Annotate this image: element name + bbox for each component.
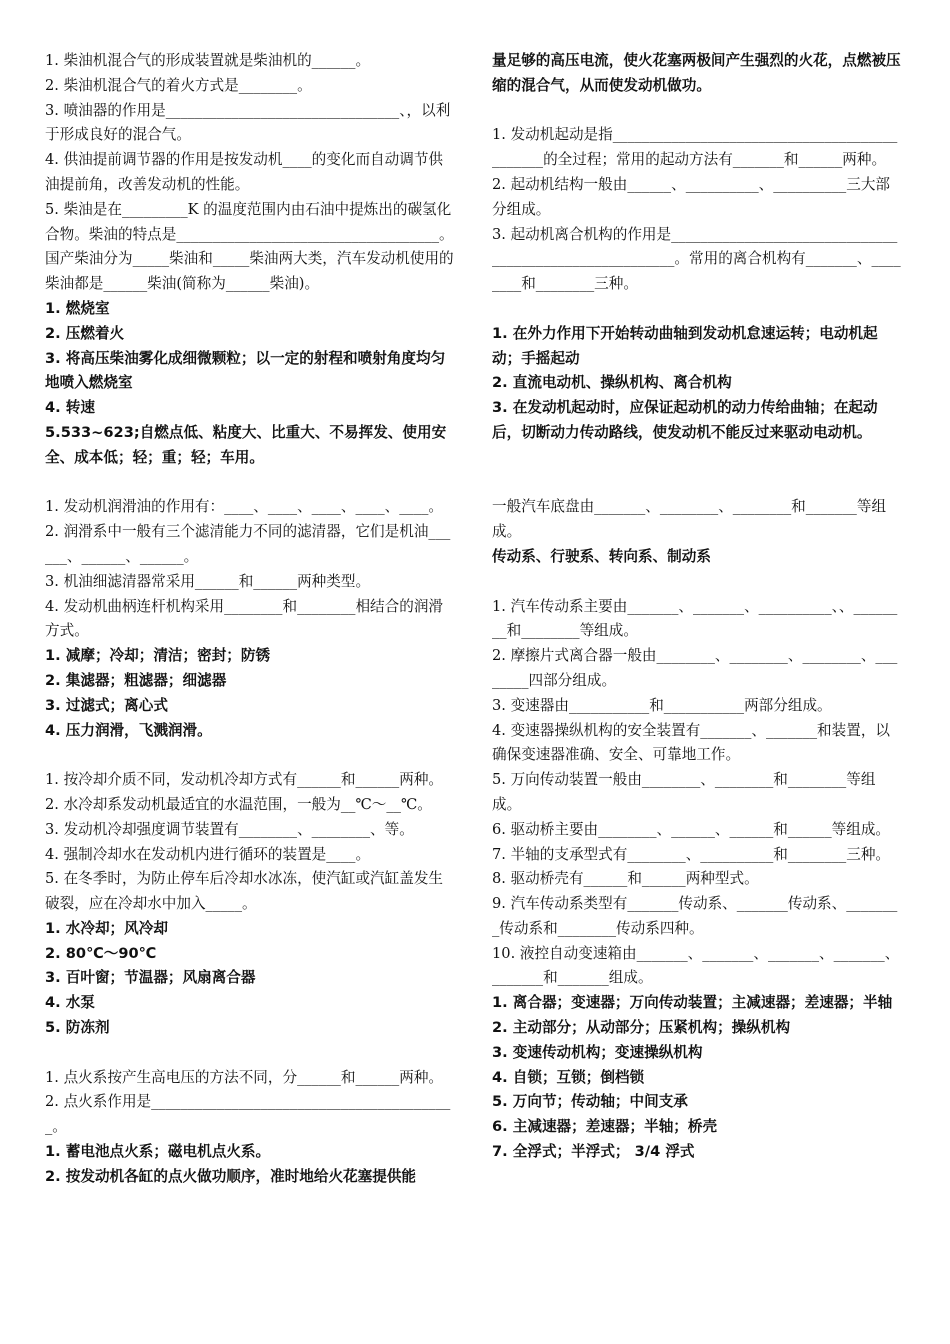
question-line: 2. 柴油机混合气的着火方式是________。 [45, 76, 312, 94]
question-line: 1. 按冷却介质不同，发动机冷却方式有______和______两种。 [45, 771, 444, 789]
paragraph-gap [45, 743, 457, 768]
question-line: 2. 水冷却系发动机最适宜的水温范围，一般为__℃～__℃。 [45, 795, 432, 813]
answer-line: 3. 将高压柴油雾化成细微颗粒；以一定的射程和喷射角度均匀地喷入燃烧室 [45, 349, 446, 392]
paragraph-gap [45, 471, 457, 496]
question-line: 3. 发动机冷却强度调节装置有________、________、等。 [45, 820, 414, 838]
answer-line: 4. 压力润滑，飞溅润滑。 [45, 721, 212, 739]
answer-line: 3. 百叶窗；节温器；风扇离合器 [45, 969, 256, 987]
answer-line: 5. 万向节；传动轴；中间支承 [492, 1093, 688, 1111]
answer-line: 6. 主减速器；差速器；半轴；桥壳 [492, 1118, 718, 1136]
answer-line: 1. 离合器；变速器；万向传动装置；主减速器；差速器；半轴 [492, 994, 893, 1012]
question-line: 5. 柴油是在_________K 的温度范围内由石油中提炼出的碳氢化合物。柴油的特点是____________________________________。国产柴油分为_____柴油和_____柴油两大类，汽车发动机使用的柴油都是______柴油(简称为______柴油)。 [45, 200, 454, 293]
answer-line: 3. 变速传动机构；变速操纵机构 [492, 1043, 703, 1061]
answer-line: 2. 主动部分；从动部分；压紧机构；操纵机构 [492, 1019, 791, 1037]
question-line: 6. 驱动桥主要由________、______、______和______等组成。 [492, 820, 891, 838]
question-line: 3. 机油细滤清器常采用______和______两种类型。 [45, 572, 371, 590]
answer-line: 2. 80℃～90℃ [45, 944, 157, 962]
question-line: 3. 起动机离合机构的作用是________________________________________________________。常用的离合机构有_______、________和________三种。 [492, 225, 901, 293]
question-line: 3. 变速器由___________和___________两部分组成。 [492, 696, 832, 714]
left-column [45, 49, 457, 1190]
question-line: 4. 发动机曲柄连杆机构采用________和________相结合的润滑方式。 [45, 597, 444, 640]
question-line: 10. 液控自动变速箱由_______、_______、_______、_______、_______和_______组成。 [492, 944, 900, 987]
question-line: 2. 润滑系中一般有三个滤清能力不同的滤清器，它们是机油______、______、______。 [45, 523, 451, 565]
paragraph-gap [492, 99, 904, 124]
answer-line: 5. 防冻剂 [45, 1019, 110, 1037]
question-line: 一般汽车底盘由_______、________、________和_______等组成。 [492, 498, 887, 541]
question-line: 1. 点火系按产生高电压的方法不同，分______和______两种。 [45, 1068, 444, 1086]
answer-line: 5.533~623;自燃点低、粘度大、比重大、不易挥发、使用安全、成本低；轻；重；轻；车用。 [45, 423, 447, 466]
answer-line: 2. 集滤器；粗滤器；细滤器 [45, 671, 227, 689]
answer-line: 4. 自锁；互锁；倒档锁 [492, 1068, 645, 1086]
answer-line: 2. 压燃着火 [45, 324, 125, 342]
question-line: 7. 半轴的支承型式有________、__________和________三种。 [492, 845, 891, 863]
question-line: 4. 供油提前调节器的作用是按发动机____的变化而自动调节供油提前角，改善发动机的性能。 [45, 151, 444, 193]
question-line: 1. 汽车传动系主要由_______、_______、__________、、________和________等组成。 [492, 597, 898, 640]
question-line: 2. 起动机结构一般由______、__________、__________三大部分组成。 [492, 175, 891, 218]
question-line: 2. 点火系作用是__________________________________________。 [45, 1093, 451, 1136]
answer-line: 3. 在发动机起动时，应保证起动机的动力传给曲轴；在起动后，切断动力传动路线，使发动机不能反过来驱动电动机。 [492, 399, 878, 441]
question-line: 1. 柴油机混合气的形成装置就是柴油机的______。 [45, 52, 371, 69]
answer-line: 1. 水冷却；风冷却 [45, 919, 168, 937]
paragraph-gap [492, 446, 904, 471]
question-line: 4. 变速器操纵机构的安全装置有_______、_______和装置，以确保变速器准确、安全、可靠地工作。 [492, 721, 891, 764]
answer-line: 1. 减摩；冷却；清洁；密封；防锈 [45, 647, 271, 665]
question-line: 1. 发动机润滑油的作用有：____、____、____、____、____。 [45, 498, 444, 516]
paragraph-gap [492, 297, 904, 322]
paragraph-gap [492, 471, 904, 496]
answer-line: 3. 过滤式；离心式 [45, 696, 168, 714]
answer-line: 传动系、行驶系、转向系、制动系 [492, 547, 711, 565]
answer-line: 2. 按发动机各缸的点火做功顺序，准时地给火花塞提供能 [45, 1167, 417, 1185]
answer-line: 4. 水泵 [45, 994, 95, 1012]
answer-line: 2. 直流电动机、操纵机构、离合机构 [492, 374, 732, 392]
answer-line: 7. 全浮式；半浮式； 3/4 浮式 [492, 1143, 695, 1161]
question-line: 3. 喷油器的作用是________________________________、，以利于形成良好的混合气。 [45, 101, 451, 144]
answer-line: 量足够的高压电流，使火花塞两极间产生强烈的火花，点燃被压缩的混合气，从而使发动机做功。 [492, 52, 901, 94]
question-line: 5. 万向传动装置一般由________、________和________等组成。 [492, 771, 876, 813]
answer-line: 4. 转速 [45, 399, 95, 417]
right-column [492, 49, 904, 1165]
question-line: 9. 汽车传动系类型有_______传动系、_______传动系、________传动系和________传动系四种。 [492, 895, 898, 937]
paragraph-gap [492, 570, 904, 595]
question-line: 5. 在冬季时，为防止停车后冷却水冰冻，使汽缸或汽缸盖发生破裂，应在冷却水中加入_____。 [45, 870, 444, 913]
paragraph-gap [45, 1041, 457, 1066]
question-line: 4. 强制冷却水在发动机内进行循环的装置是____。 [45, 845, 371, 863]
question-line: 1. 发动机起动是指______________________________________________的全过程；常用的起动方法有_______和______两种。 [492, 126, 898, 169]
question-line: 2. 摩擦片式离合器一般由________、________、________、________四部分组成。 [492, 647, 898, 689]
answer-line: 1. 燃烧室 [45, 299, 110, 317]
answer-line: 1. 蓄电池点火系；磁电机点火系。 [45, 1143, 271, 1161]
question-line: 8. 驱动桥壳有______和______两种型式。 [492, 870, 759, 888]
answer-line: 1. 在外力作用下开始转动曲轴到发动机怠速运转；电动机起动；手摇起动 [492, 324, 878, 367]
